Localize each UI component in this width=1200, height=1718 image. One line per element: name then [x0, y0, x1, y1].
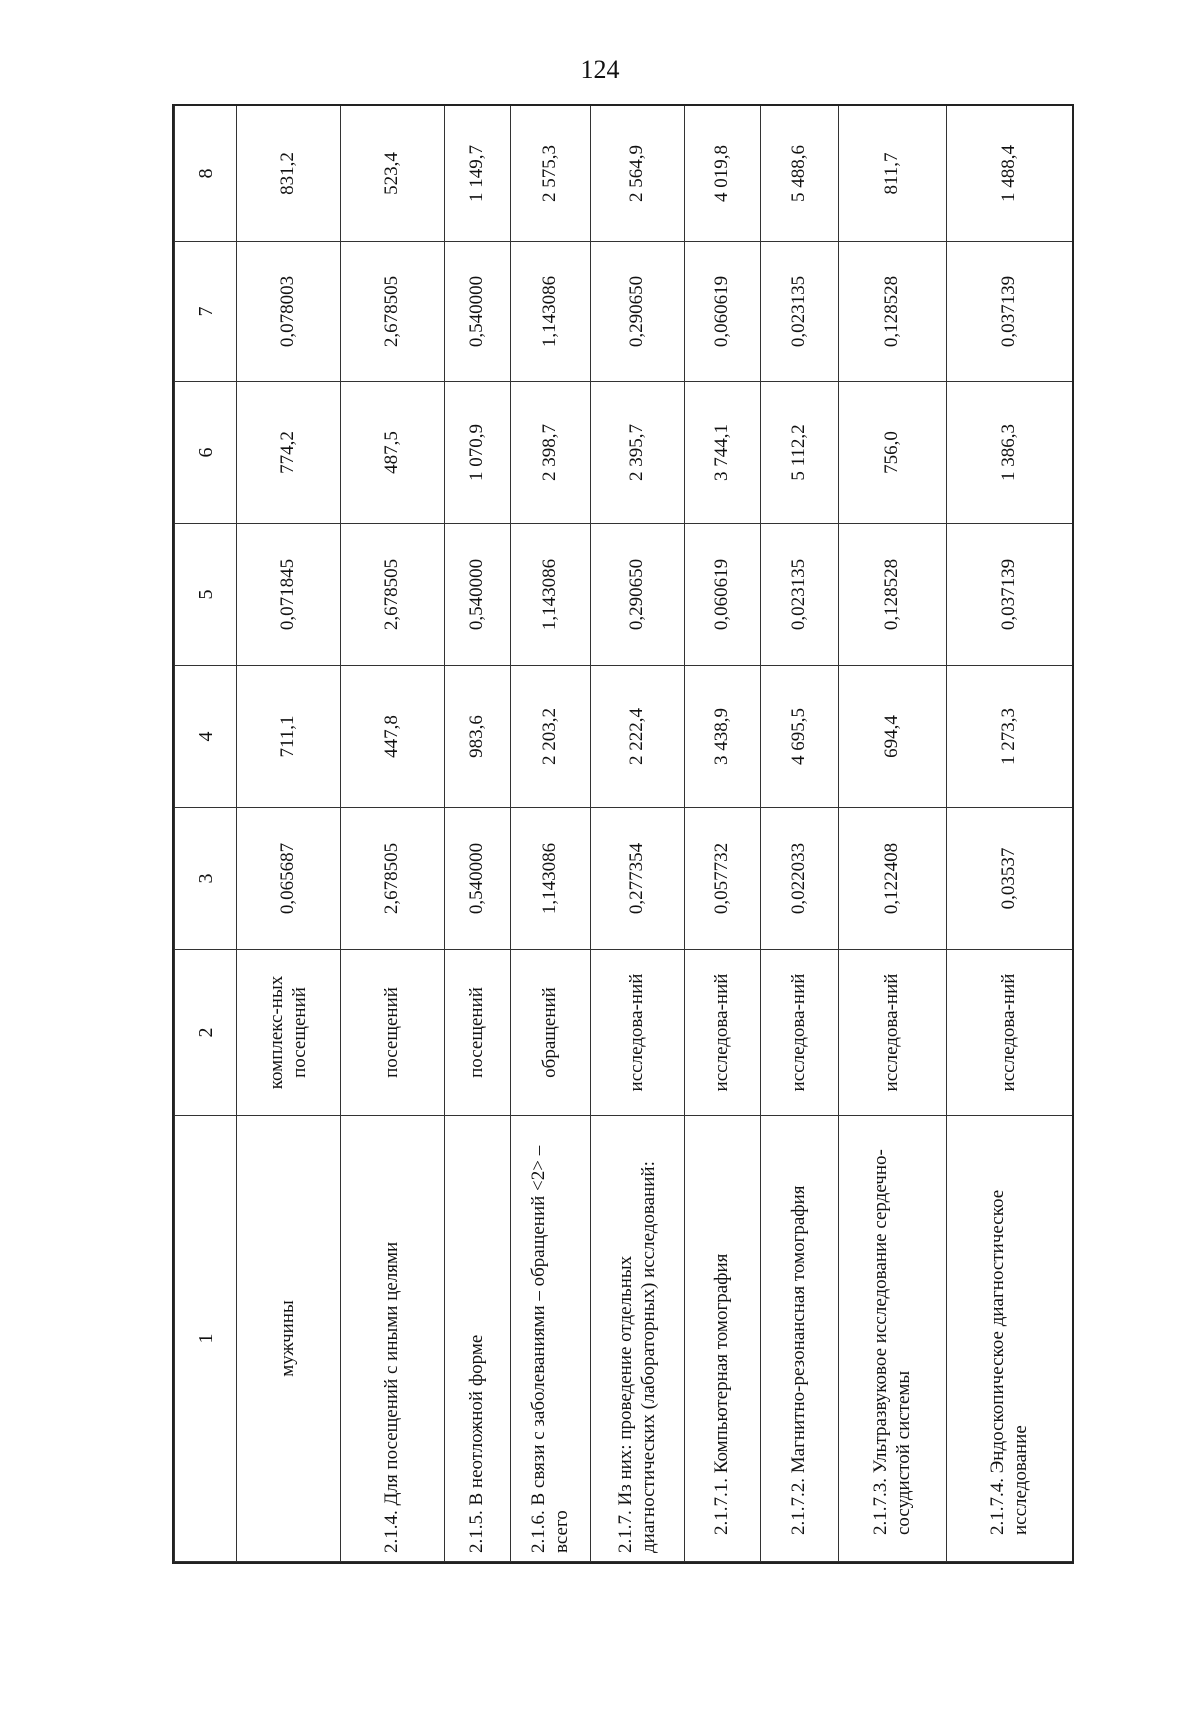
unit-cell: исследова-ний [761, 950, 839, 1116]
value-cell: 2,678505 [341, 242, 445, 382]
row-label: 2.1.7.1. Компьютерная томография [685, 1116, 761, 1562]
value-cell: 0,060619 [685, 524, 761, 666]
value-cell: 811,7 [839, 106, 947, 242]
value-cell: 1 070,9 [445, 382, 511, 524]
value-cell: 0,540000 [445, 808, 511, 950]
row-label: 2.1.7. Из них: проведение отдельных диагностических (лабораторных) исследований: [591, 1116, 685, 1562]
table-row [761, 106, 839, 1562]
data-table [174, 105, 1073, 1562]
value-cell: 1 149,7 [445, 106, 511, 242]
value-cell: 0,03537 [947, 808, 1073, 950]
value-cell: 4 019,8 [685, 106, 761, 242]
value-cell: 2 395,7 [591, 382, 685, 524]
header-cell: 5 [175, 524, 237, 666]
value-cell: 2 222,4 [591, 666, 685, 808]
value-cell: 0,065687 [237, 808, 341, 950]
value-cell: 0,540000 [445, 242, 511, 382]
row-label: 2.1.7.3. Ультразвуковое исследование сердечно-сосудистой системы [839, 1116, 947, 1562]
unit-cell: исследова-ний [839, 950, 947, 1116]
value-cell: 5 112,2 [761, 382, 839, 524]
value-cell: 0,540000 [445, 524, 511, 666]
table-row [947, 106, 1073, 1562]
unit-cell: посещений [445, 950, 511, 1116]
value-cell: 0,290650 [591, 242, 685, 382]
table-row [685, 106, 761, 1562]
value-cell: 2,678505 [341, 524, 445, 666]
value-cell: 711,1 [237, 666, 341, 808]
header-cell: 2 [175, 950, 237, 1116]
value-cell: 0,022033 [761, 808, 839, 950]
value-cell: 523,4 [341, 106, 445, 242]
unit-cell: посещений [341, 950, 445, 1116]
value-cell: 3 438,9 [685, 666, 761, 808]
value-cell: 2 398,7 [511, 382, 591, 524]
value-cell: 0,128528 [839, 524, 947, 666]
table-row [237, 106, 341, 1562]
value-cell: 4 695,5 [761, 666, 839, 808]
header-cell: 4 [175, 666, 237, 808]
value-cell: 2 203,2 [511, 666, 591, 808]
unit-cell: исследова-ний [591, 950, 685, 1116]
value-cell: 0,078003 [237, 242, 341, 382]
value-cell: 1,143086 [511, 808, 591, 950]
rotated-table [174, 106, 1072, 1562]
value-cell: 0,037139 [947, 524, 1073, 666]
value-cell: 831,2 [237, 106, 341, 242]
header-cell: 1 [175, 1116, 237, 1562]
row-label: 2.1.7.2. Магнитно-резонансная томография [761, 1116, 839, 1562]
value-cell: 0,277354 [591, 808, 685, 950]
value-cell: 0,128528 [839, 242, 947, 382]
header-row [175, 106, 237, 1562]
value-cell: 5 488,6 [761, 106, 839, 242]
value-cell: 0,071845 [237, 524, 341, 666]
unit-cell: комплекс-ных посещений [237, 950, 341, 1116]
row-label: 2.1.7.4. Эндоскопическое диагностическое исследование [947, 1116, 1073, 1562]
value-cell: 2 564,9 [591, 106, 685, 242]
value-cell: 487,5 [341, 382, 445, 524]
value-cell: 1 488,4 [947, 106, 1073, 242]
header-cell: 8 [175, 106, 237, 242]
value-cell: 983,6 [445, 666, 511, 808]
value-cell: 3 744,1 [685, 382, 761, 524]
header-cell: 7 [175, 242, 237, 382]
value-cell: 0,023135 [761, 524, 839, 666]
value-cell: 694,4 [839, 666, 947, 808]
row-label: 2.1.4. Для посещений с иными целями [341, 1116, 445, 1562]
value-cell: 0,290650 [591, 524, 685, 666]
table-row [591, 106, 685, 1562]
value-cell: 1,143086 [511, 242, 591, 382]
value-cell: 0,057732 [685, 808, 761, 950]
header-cell: 3 [175, 808, 237, 950]
value-cell: 2,678505 [341, 808, 445, 950]
value-cell: 1 273,3 [947, 666, 1073, 808]
value-cell: 1,143086 [511, 524, 591, 666]
row-label: 2.1.5. В неотложной форме [445, 1116, 511, 1562]
data-table-frame [172, 104, 1074, 1564]
value-cell: 2 575,3 [511, 106, 591, 242]
value-cell: 1 386,3 [947, 382, 1073, 524]
header-cell: 6 [175, 382, 237, 524]
unit-cell: исследова-ний [947, 950, 1073, 1116]
table-row [839, 106, 947, 1562]
row-label: мужчины [237, 1116, 341, 1562]
unit-cell: обращений [511, 950, 591, 1116]
page-number: 124 [580, 55, 620, 84]
row-label: 2.1.6. В связи с заболеваниями – обращений <2> – всего [511, 1116, 591, 1562]
value-cell: 756,0 [839, 382, 947, 524]
value-cell: 0,060619 [685, 242, 761, 382]
value-cell: 447,8 [341, 666, 445, 808]
unit-cell: исследова-ний [685, 950, 761, 1116]
table-row [511, 106, 591, 1562]
value-cell: 0,023135 [761, 242, 839, 382]
table-row [445, 106, 511, 1562]
table-row [341, 106, 445, 1562]
value-cell: 0,122408 [839, 808, 947, 950]
value-cell: 774,2 [237, 382, 341, 524]
value-cell: 0,037139 [947, 242, 1073, 382]
